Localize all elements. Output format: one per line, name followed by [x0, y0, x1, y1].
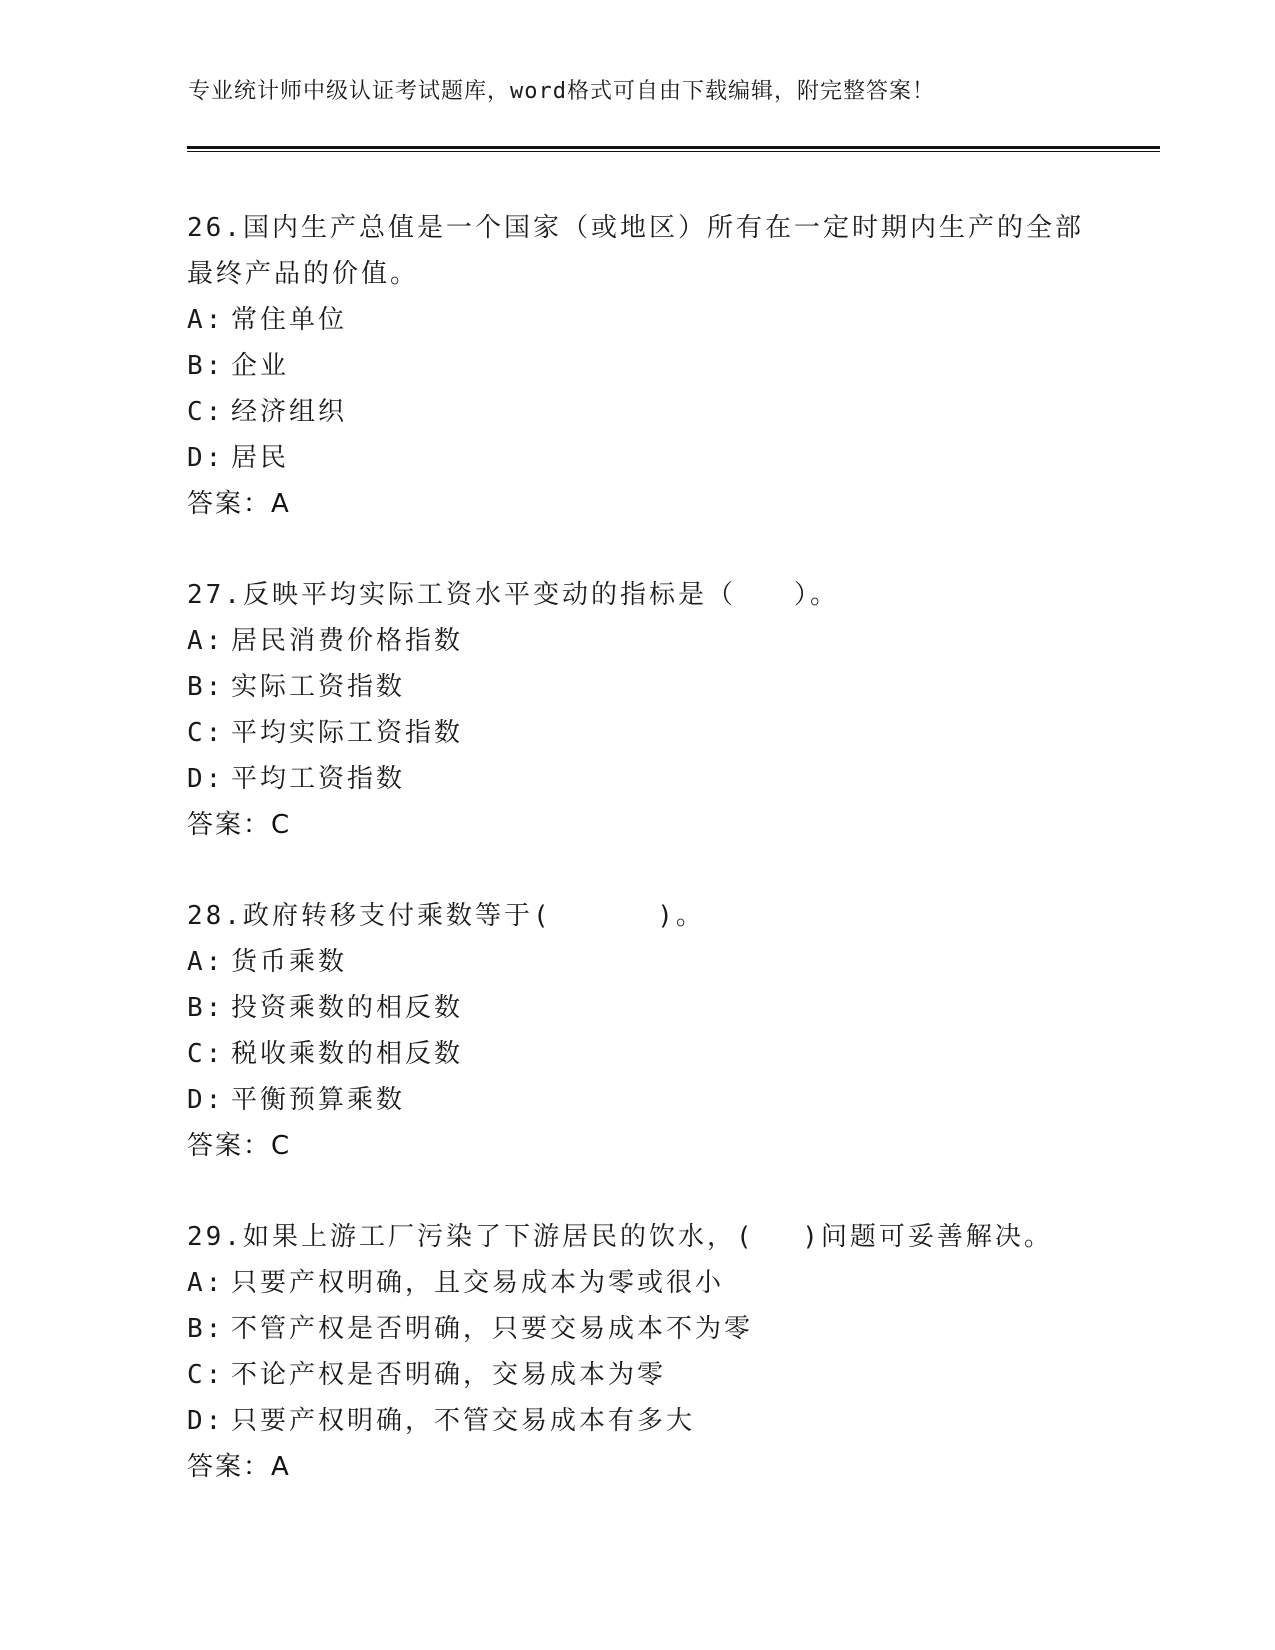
question-28	[187, 893, 1087, 1169]
option-text: 企业	[231, 351, 290, 381]
option-d	[187, 1077, 1087, 1123]
option-text: 不管产权是否明确，只要交易成本不为零	[231, 1314, 754, 1344]
option-text: 实际工资指数	[231, 672, 406, 702]
option-letter: B:	[187, 993, 225, 1023]
option-letter: C:	[187, 718, 225, 748]
option-letter: D:	[187, 1406, 225, 1436]
option-letter: C:	[187, 1360, 225, 1390]
option-text: 货币乘数	[231, 947, 348, 977]
option-text: 只要产权明确，不管交易成本有多大	[231, 1406, 696, 1436]
answer-line: 答案：A	[187, 489, 291, 519]
option-letter: A:	[187, 626, 225, 656]
option-d	[187, 756, 1087, 802]
option-letter: A:	[187, 1268, 225, 1298]
option-c	[187, 389, 1087, 435]
option-c	[187, 1031, 1087, 1077]
option-text: 不论产权是否明确，交易成本为零	[231, 1360, 667, 1390]
option-text: 平均工资指数	[231, 764, 406, 794]
option-letter: B:	[187, 1314, 225, 1344]
option-text: 居民消费价格指数	[231, 626, 464, 656]
option-text: 经济组织	[231, 397, 348, 427]
option-letter: A:	[187, 305, 225, 335]
option-letter: C:	[187, 397, 225, 427]
option-b	[187, 343, 1087, 389]
option-text: 常住单位	[231, 305, 348, 335]
option-text: 居民	[231, 443, 290, 473]
page-header: 专业统计师中级认证考试题库，word格式可自由下载编辑，附完整答案！	[188, 79, 935, 104]
question-stem: 29.如果上游工厂污染了下游居民的饮水，( )问题可妥善解决。	[187, 1222, 1053, 1252]
question-stem: 28.政府转移支付乘数等于( )。	[187, 901, 705, 931]
option-text: 只要产权明确，且交易成本为零或很小	[231, 1268, 725, 1298]
header-rule-thick	[187, 146, 1160, 149]
option-text: 投资乘数的相反数	[231, 993, 464, 1023]
option-c	[187, 710, 1087, 756]
question-29	[187, 1214, 1087, 1490]
answer-line: 答案：A	[187, 1452, 291, 1482]
option-a	[187, 618, 1087, 664]
option-text: 平均实际工资指数	[231, 718, 464, 748]
option-letter: D:	[187, 764, 225, 794]
option-a	[187, 1260, 1087, 1306]
option-letter: D:	[187, 1085, 225, 1115]
question-list	[187, 205, 1087, 1535]
option-letter: D:	[187, 443, 225, 473]
option-letter: C:	[187, 1039, 225, 1069]
question-26	[187, 205, 1087, 527]
option-letter: B:	[187, 672, 225, 702]
answer-line: 答案：C	[187, 1131, 292, 1161]
option-d	[187, 435, 1087, 481]
option-b	[187, 664, 1087, 710]
option-a	[187, 939, 1087, 985]
answer-line: 答案：C	[187, 810, 292, 840]
option-text: 税收乘数的相反数	[231, 1039, 464, 1069]
option-letter: A:	[187, 947, 225, 977]
option-d	[187, 1398, 1087, 1444]
option-c	[187, 1352, 1087, 1398]
option-letter: B:	[187, 351, 225, 381]
question-stem: 26.国内生产总值是一个国家（或地区）所有在一定时期内生产的全部最终产品的价值。	[187, 213, 1084, 289]
option-b	[187, 1306, 1087, 1352]
option-a	[187, 297, 1087, 343]
question-stem: 27.反映平均实际工资水平变动的指标是（ ）。	[187, 580, 839, 610]
header-rule-thin	[187, 151, 1160, 152]
option-b	[187, 985, 1087, 1031]
question-27	[187, 572, 1087, 848]
option-text: 平衡预算乘数	[231, 1085, 406, 1115]
